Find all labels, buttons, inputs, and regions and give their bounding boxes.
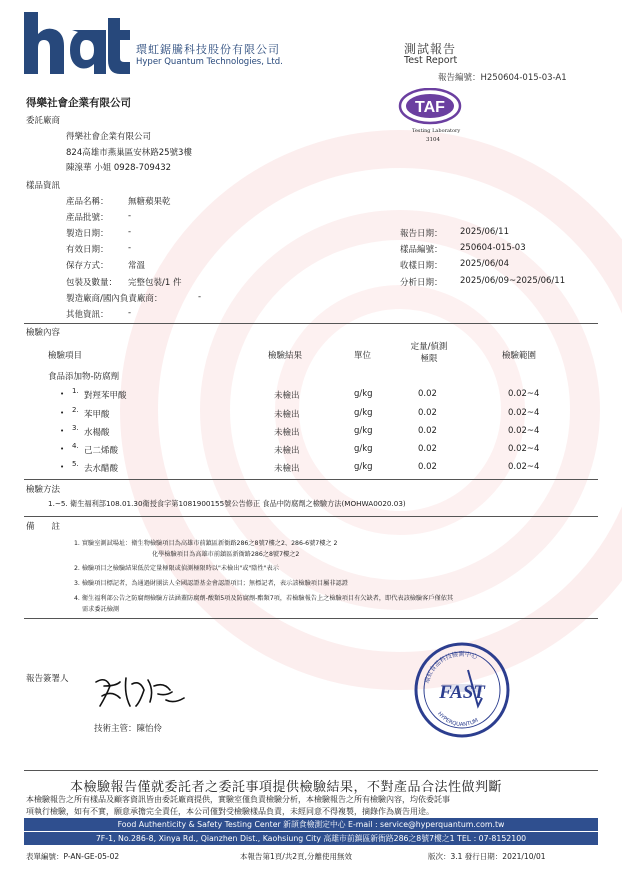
fast-ring-bottom-text: HYPERQUANTUM bbox=[436, 711, 480, 729]
note-4-cont: 需求委託檢測 bbox=[82, 606, 120, 613]
test-range: 0.02~4 bbox=[508, 444, 540, 454]
report-title-en: Test Report bbox=[404, 55, 458, 66]
disclaimer-line-1: 本檢驗報告之所有樣品及顧客資訊皆由委託廠商提供，實驗室僅負責檢驗分析，本檢驗報告之所有檢驗內容，均依委託事 bbox=[26, 795, 450, 804]
test-bullet: • bbox=[60, 445, 65, 453]
test-bullet: • bbox=[60, 463, 65, 471]
test-limit: 0.02 bbox=[418, 462, 437, 472]
contact-bar-2: 7F-1, No.286-8, Xinya Rd., Qianzhen Dist., Kaohsiung City 高雄市前鎮區新衙路286之8號7樓之1 TEL : 07-8152100 bbox=[24, 832, 598, 845]
test-num: 2. bbox=[72, 406, 79, 414]
test-limit: 0.02 bbox=[418, 389, 437, 399]
sample-field-label: 產品名稱： bbox=[66, 197, 109, 207]
client-contact: 陳湶華 小姐 0928-709432 bbox=[66, 163, 172, 173]
contact-bar-1: Food Authenticity & Safety Testing Center 新頡食檢測定中心 E-mail : service@hyperquantum.com.tw bbox=[24, 818, 598, 831]
disclaimer-line-2: 項執行檢驗，如有不實，願意承擔完全責任，本公司僅對受檢驗樣品負責，未經同意不得複製，摘錄作為廣告用途。 bbox=[26, 807, 434, 816]
version-info: 版次：3.1 發行日期：2021/10/01 bbox=[428, 852, 546, 861]
method-text: 1.~5. 衛生福利部108.01.30衛授食字第1081900155號公告修正 食品中防腐劑之檢驗方法(MOHWA0020.03) bbox=[48, 499, 406, 508]
test-limit: 0.02 bbox=[418, 408, 437, 418]
sample-field-label: 其他資訊： bbox=[66, 310, 109, 320]
client-address: 824高雄市燕巢區安林路25號3樓 bbox=[66, 148, 192, 158]
test-limit: 0.02 bbox=[418, 444, 437, 454]
sample-field-value: - bbox=[128, 211, 132, 221]
test-num: 3. bbox=[72, 424, 79, 432]
sample-date-label: 報告日期： bbox=[400, 229, 443, 239]
sample-section-label: 樣品資訊 bbox=[26, 181, 61, 191]
client-company: 得樂社會企業有限公司 bbox=[66, 132, 152, 142]
divider bbox=[24, 618, 598, 619]
sample-date-value: 2025/06/04 bbox=[460, 259, 509, 269]
hqt-logo-icon bbox=[22, 12, 132, 74]
fast-certification-icon bbox=[412, 640, 512, 740]
test-result: 未檢出 bbox=[274, 428, 300, 438]
test-unit: g/kg bbox=[354, 408, 373, 418]
note-1: 1. 實驗室測試場址：衛生物檢驗項目為高雄市前鎮區新衙路286之8號7樓之2、286-6號7樓之 2 bbox=[74, 540, 338, 547]
test-group-label: 食品添加物-防腐劑 bbox=[48, 372, 120, 382]
notes-section-label: 備 註 bbox=[26, 522, 61, 532]
page-info: 本報告第1頁/共2頁,分離使用無效 bbox=[240, 852, 352, 861]
col-header-item: 檢驗項目 bbox=[48, 351, 83, 361]
test-item: 去水醋酸 bbox=[84, 464, 119, 474]
test-limit: 0.02 bbox=[418, 426, 437, 436]
test-unit: g/kg bbox=[354, 389, 373, 399]
sample-date-label: 收樣日期： bbox=[400, 261, 443, 271]
test-num: 1. bbox=[72, 387, 79, 395]
col-header-range: 檢驗範圍 bbox=[502, 351, 537, 361]
test-item: 苯甲酸 bbox=[84, 410, 110, 420]
test-bullet: • bbox=[60, 427, 65, 435]
test-unit: g/kg bbox=[354, 462, 373, 472]
test-range: 0.02~4 bbox=[508, 426, 540, 436]
test-result: 未檢出 bbox=[274, 464, 300, 474]
sample-field-value: 完整包裝/1 件 bbox=[128, 278, 182, 288]
sample-field-value: 常溫 bbox=[128, 261, 146, 271]
disclaimer-headline: 本檢驗報告僅就委託者之委託事項提供檢驗結果，不對產品合法性做判斷 bbox=[70, 780, 503, 795]
tests-section-label: 檢驗內容 bbox=[26, 328, 61, 338]
test-num: 4. bbox=[72, 442, 79, 450]
test-unit: g/kg bbox=[354, 426, 373, 436]
divider bbox=[24, 323, 598, 324]
test-result: 未檢出 bbox=[274, 446, 300, 456]
signer-name: 技術主管：陳怡伶 bbox=[94, 724, 163, 734]
report-number: 報告編號：H250604-015-03-A1 bbox=[438, 73, 567, 83]
test-range: 0.02~4 bbox=[508, 389, 540, 399]
sample-field-value: - bbox=[128, 243, 132, 253]
fast-logo-text: FAST bbox=[439, 682, 485, 703]
sample-field-value: - bbox=[198, 292, 202, 302]
sample-field-value: - bbox=[128, 227, 132, 237]
sample-date-label: 分析日期： bbox=[400, 278, 443, 288]
company-name-cn: 環虹鋸騰科技股份有限公司 bbox=[136, 43, 280, 56]
taf-logo-text: TAF bbox=[415, 99, 445, 116]
test-result: 未檢出 bbox=[274, 391, 300, 401]
note-2: 2. 檢驗項目之檢驗結果低於定量極限或偵測極限時以"未檢出"或"陰性"表示 bbox=[74, 565, 279, 572]
test-num: 5. bbox=[72, 460, 79, 468]
note-4: 4. 衛生福利部公告之防腐劑檢驗方法涵蓋防腐劑-酸類5項及防腐劑-酯類7項，若檢驗報告上之檢驗項目有欠缺者，即代表該檢驗客戶僅依其 bbox=[74, 595, 454, 602]
client-name-title: 得樂社會企業有限公司 bbox=[26, 97, 131, 109]
sample-date-value: 2025/06/11 bbox=[460, 227, 509, 237]
sample-field-label: 製造廠商/國內負責廠商： bbox=[66, 294, 163, 304]
taf-number: 3104 bbox=[426, 137, 440, 143]
test-result: 未檢出 bbox=[274, 410, 300, 420]
method-section-label: 檢驗方法 bbox=[26, 485, 61, 495]
sample-date-label: 樣品編號： bbox=[400, 245, 443, 255]
test-bullet: • bbox=[60, 390, 65, 398]
sample-date-value: 2025/06/09~2025/06/11 bbox=[460, 276, 566, 286]
divider bbox=[24, 479, 598, 480]
divider bbox=[24, 770, 598, 771]
test-item: 己二烯酸 bbox=[84, 446, 119, 456]
sample-field-value: - bbox=[128, 308, 132, 318]
test-item: 對羥苯甲酸 bbox=[84, 391, 127, 401]
handwritten-signature bbox=[92, 672, 190, 710]
sample-field-label: 產品批號： bbox=[66, 213, 109, 223]
sample-field-label: 製造日期： bbox=[66, 229, 109, 239]
svg-text:HYPERQUANTUM bbox=[436, 711, 480, 728]
company-name-en: Hyper Quantum Technologies, Ltd. bbox=[136, 57, 283, 67]
form-number: 表單編號：P-AN-GE-05-02 bbox=[26, 852, 120, 861]
test-bullet: • bbox=[60, 409, 65, 417]
note-3: 3. 檢驗項目標記者，為通過財團法人全國認證基金會認證項目；無標記者，表示該檢驗項目屬非認證 bbox=[74, 580, 348, 587]
sample-field-label: 保存方式： bbox=[66, 261, 109, 271]
test-range: 0.02~4 bbox=[508, 462, 540, 472]
divider bbox=[24, 516, 598, 517]
sample-field-label: 包裝及數量： bbox=[66, 278, 118, 288]
test-range: 0.02~4 bbox=[508, 408, 540, 418]
test-unit: g/kg bbox=[354, 444, 373, 454]
sample-date-value: 250604-015-03 bbox=[460, 243, 526, 253]
test-item: 水楊酸 bbox=[84, 428, 110, 438]
report-title-cn: 測試報告 bbox=[404, 42, 457, 56]
signatory-label: 報告簽署人 bbox=[26, 674, 69, 684]
col-header-result: 檢驗結果 bbox=[268, 351, 303, 361]
client-section-label: 委託廠商 bbox=[26, 116, 61, 126]
sample-field-label: 有效日期： bbox=[66, 245, 109, 255]
col-header-limit: 定量/偵測 極限 bbox=[410, 342, 448, 364]
col-header-unit: 單位 bbox=[354, 351, 372, 361]
taf-caption: Testing Laboratory bbox=[412, 128, 461, 134]
note-1-cont: 化學檢驗項目為高雄市前鎮區新衙路286之8號7樓之2 bbox=[152, 551, 300, 558]
fast-ring-top-text: 環虹食品科技檢測中心 bbox=[423, 650, 479, 685]
sample-field-value: 無糖蘋果乾 bbox=[128, 197, 171, 207]
